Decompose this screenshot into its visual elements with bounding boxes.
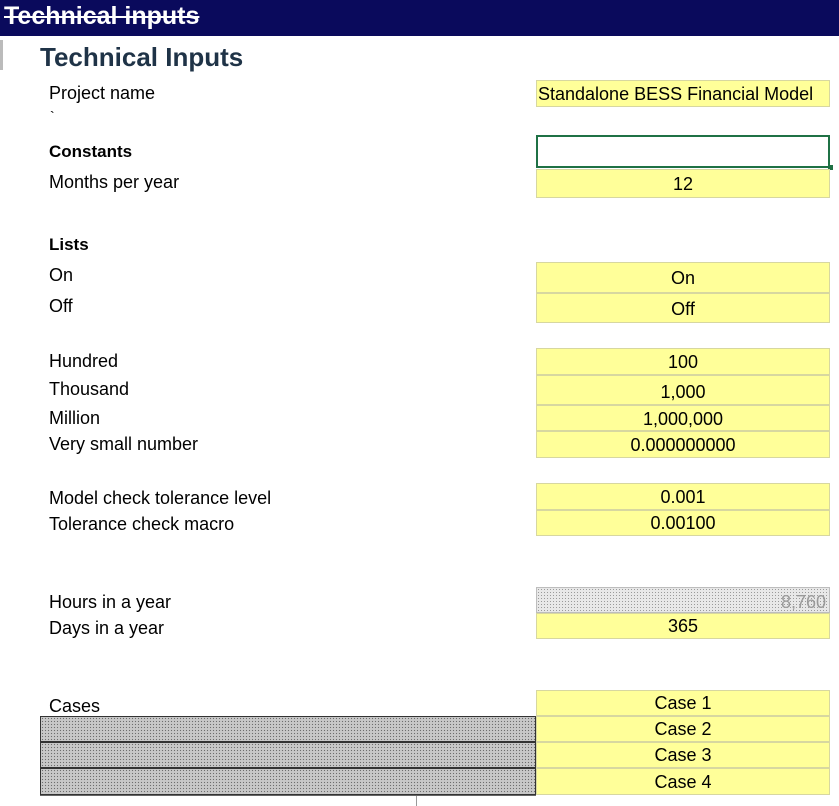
on-label: On	[49, 265, 74, 285]
project-name-input[interactable]: Standalone BESS Financial Model	[536, 80, 830, 107]
very-small-input[interactable]: 0.000000000	[536, 431, 830, 458]
very-small-label: Very small number	[49, 434, 199, 454]
days-input[interactable]: 365	[536, 613, 830, 639]
tolerance-macro-input[interactable]: 0.00100	[536, 510, 830, 536]
cases-label: Cases	[49, 696, 101, 716]
hundred-input[interactable]: 100	[536, 348, 830, 375]
million-label: Million	[49, 408, 101, 428]
off-label: Off	[49, 296, 73, 316]
hatched-cell	[40, 716, 536, 742]
hundred-label: Hundred	[49, 351, 119, 371]
case-item[interactable]: Case 3	[536, 742, 830, 768]
row-marker	[0, 40, 3, 70]
hatched-cell	[40, 768, 536, 795]
case-item[interactable]: Case 2	[536, 716, 830, 742]
constants-heading: Constants	[49, 142, 133, 161]
sheet-banner	[0, 0, 839, 36]
thousand-label: Thousand	[49, 379, 130, 399]
lists-heading: Lists	[49, 235, 89, 254]
project-name-label: Project name	[49, 83, 156, 103]
on-input[interactable]: On	[536, 262, 830, 293]
column-divider	[416, 796, 417, 806]
banner-title: Technical inputs	[4, 2, 200, 30]
hours-label: Hours in a year	[49, 592, 172, 612]
row-divider	[40, 795, 536, 796]
case-item[interactable]: Case 1	[536, 690, 830, 716]
tolerance-macro-label: Tolerance check macro	[49, 514, 235, 534]
million-input[interactable]: 1,000,000	[536, 405, 830, 431]
hours-value: 8,760	[536, 587, 830, 613]
stray-mark: `	[50, 108, 55, 124]
off-input[interactable]: Off	[536, 293, 830, 323]
days-label: Days in a year	[49, 618, 165, 638]
thousand-input[interactable]: 1,000	[536, 375, 830, 405]
hatched-cell	[40, 742, 536, 768]
selected-cell[interactable]	[536, 135, 830, 168]
page-title: Technical Inputs	[40, 42, 244, 72]
months-per-year-label: Months per year	[49, 172, 180, 192]
months-per-year-input[interactable]: 12	[536, 169, 830, 198]
model-check-label: Model check tolerance level	[49, 488, 272, 508]
model-check-input[interactable]: 0.001	[536, 483, 830, 510]
case-item[interactable]: Case 4	[536, 768, 830, 795]
